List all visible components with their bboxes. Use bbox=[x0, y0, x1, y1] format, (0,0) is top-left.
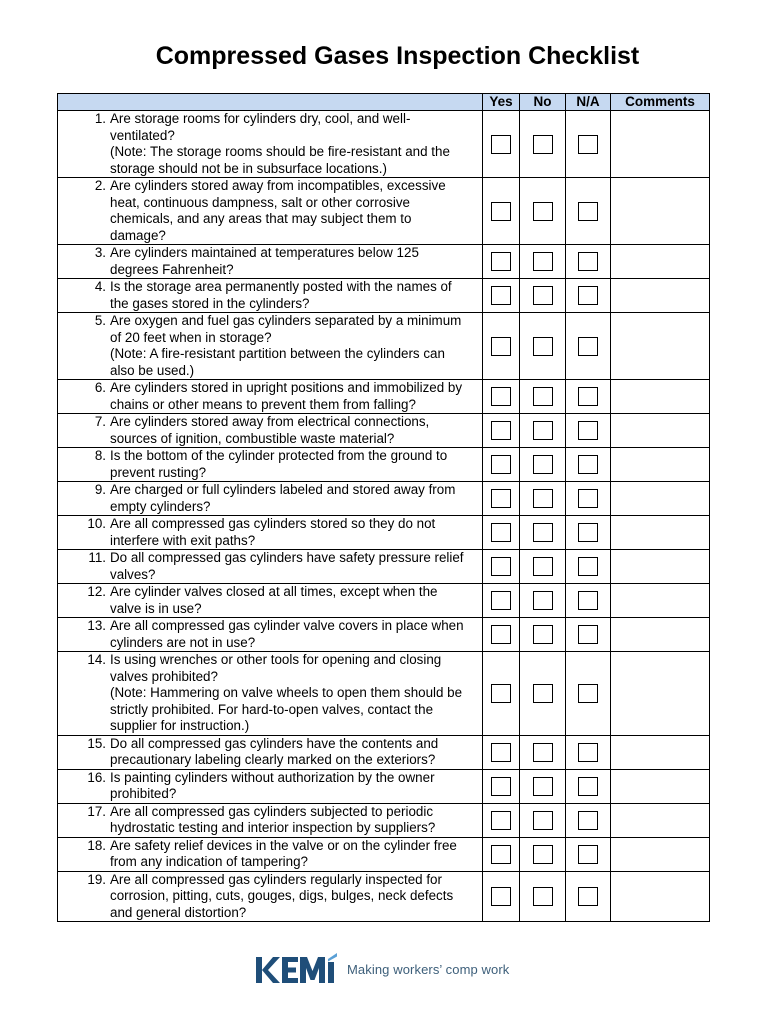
table-row bbox=[58, 871, 710, 922]
question-cell bbox=[58, 178, 483, 245]
yes-cell bbox=[483, 313, 520, 380]
question-number: 11. bbox=[88, 550, 106, 565]
yes-checkbox[interactable] bbox=[491, 337, 511, 356]
comments-cell[interactable] bbox=[611, 448, 710, 482]
table-row bbox=[58, 380, 710, 414]
no-checkbox[interactable] bbox=[533, 252, 553, 271]
na-cell bbox=[566, 837, 611, 871]
na-checkbox[interactable] bbox=[578, 489, 598, 508]
no-checkbox[interactable] bbox=[533, 887, 553, 906]
question-text-line: heat, continuous dampness, salt or other corrosive bbox=[110, 194, 410, 210]
question-text-line: Do all compressed gas cylinders have the contents and bbox=[110, 735, 439, 751]
question-text-line: Are cylinders stored away from incompatibles, excessive bbox=[110, 178, 446, 193]
yes-cell bbox=[483, 550, 520, 584]
yes-checkbox[interactable] bbox=[491, 625, 511, 644]
na-cell bbox=[566, 516, 611, 550]
question-text-line: cylinders are not in use? bbox=[110, 634, 256, 650]
question-text-line: Are charged or full cylinders labeled and stored away from bbox=[110, 482, 456, 497]
question-number: 4. bbox=[94, 279, 106, 294]
yes-checkbox[interactable] bbox=[491, 557, 511, 576]
no-checkbox[interactable] bbox=[533, 286, 553, 305]
yes-cell bbox=[483, 414, 520, 448]
yes-checkbox[interactable] bbox=[491, 743, 511, 762]
na-checkbox[interactable] bbox=[578, 811, 598, 830]
na-cell bbox=[566, 279, 611, 313]
question-text bbox=[110, 516, 482, 549]
yes-cell bbox=[483, 178, 520, 245]
comments-cell[interactable] bbox=[611, 178, 710, 245]
no-checkbox[interactable] bbox=[533, 523, 553, 542]
question-cell bbox=[58, 414, 483, 448]
table-row bbox=[58, 837, 710, 871]
question-text-line: hydrostatic testing and interior inspection by suppliers? bbox=[110, 820, 436, 835]
question-text-line: (Note: Hammering on valve wheels to open them should be bbox=[110, 685, 463, 700]
question-text-line: empty cylinders? bbox=[110, 498, 211, 514]
na-cell bbox=[566, 584, 611, 618]
yes-cell bbox=[483, 584, 520, 618]
comments-cell[interactable] bbox=[611, 871, 710, 922]
question-text-line: interfere with exit paths? bbox=[110, 532, 256, 548]
no-checkbox[interactable] bbox=[533, 387, 553, 406]
na-cell bbox=[566, 803, 611, 837]
question-number: 15. bbox=[87, 735, 106, 751]
question-cell bbox=[58, 584, 483, 618]
yes-checkbox[interactable] bbox=[491, 489, 511, 508]
na-cell bbox=[566, 380, 611, 414]
na-cell bbox=[566, 111, 611, 178]
no-cell bbox=[520, 482, 566, 516]
na-cell bbox=[566, 448, 611, 482]
question-number: 8. bbox=[94, 448, 106, 463]
question-number: 18. bbox=[87, 837, 106, 853]
yes-checkbox[interactable] bbox=[491, 455, 511, 474]
question-number: 12. bbox=[87, 584, 106, 599]
question-cell bbox=[58, 652, 483, 736]
question-text-line: Are all compressed gas cylinders stored so they do not bbox=[110, 516, 436, 531]
na-checkbox[interactable] bbox=[578, 135, 598, 154]
table-row bbox=[58, 245, 710, 279]
question-number: 1. bbox=[94, 111, 106, 126]
comments-cell[interactable] bbox=[611, 516, 710, 550]
yes-checkbox[interactable] bbox=[491, 684, 511, 703]
na-cell bbox=[566, 735, 611, 769]
question-text-line: chains or other means to prevent them from falling? bbox=[110, 396, 416, 412]
question-number: 6. bbox=[94, 380, 106, 395]
table-row bbox=[58, 178, 710, 245]
question-text-line: of 20 feet when in storage? bbox=[110, 329, 272, 345]
no-checkbox[interactable] bbox=[533, 135, 553, 154]
question-text-line: Do all compressed gas cylinders have safety pressure relief bbox=[110, 550, 464, 565]
comments-cell[interactable] bbox=[611, 769, 710, 803]
no-checkbox[interactable] bbox=[533, 557, 553, 576]
question-text-line: valves prohibited? bbox=[110, 668, 218, 684]
table-row bbox=[58, 584, 710, 618]
no-cell bbox=[520, 279, 566, 313]
yes-cell bbox=[483, 279, 520, 313]
yes-cell bbox=[483, 516, 520, 550]
na-checkbox[interactable] bbox=[578, 743, 598, 762]
no-cell bbox=[520, 837, 566, 871]
no-cell bbox=[520, 584, 566, 618]
question-text-line: supplier for instruction.) bbox=[110, 718, 250, 733]
no-checkbox[interactable] bbox=[533, 625, 553, 644]
na-cell bbox=[566, 178, 611, 245]
na-column-header: N/A bbox=[566, 94, 611, 111]
na-cell bbox=[566, 414, 611, 448]
question-cell bbox=[58, 313, 483, 380]
table-row bbox=[58, 516, 710, 550]
question-number: 14. bbox=[87, 652, 106, 667]
question-text-line: Is painting cylinders without authorization by the owner bbox=[110, 769, 435, 785]
question-text-line: Are cylinder valves closed at all times, except when the bbox=[110, 584, 438, 599]
na-cell bbox=[566, 871, 611, 922]
question-cell bbox=[58, 482, 483, 516]
no-cell bbox=[520, 769, 566, 803]
question-text-line: prohibited? bbox=[110, 786, 177, 801]
no-cell bbox=[520, 550, 566, 584]
table-row bbox=[58, 414, 710, 448]
question-text bbox=[110, 804, 482, 837]
question-text bbox=[110, 313, 482, 379]
na-cell bbox=[566, 652, 611, 736]
yes-cell bbox=[483, 482, 520, 516]
question-text-line: Is using wrenches or other tools for opening and closing bbox=[110, 652, 442, 667]
table-row bbox=[58, 448, 710, 482]
question-text-line: damage? bbox=[110, 227, 166, 243]
comments-cell[interactable] bbox=[611, 735, 710, 769]
comments-cell[interactable] bbox=[611, 584, 710, 618]
question-text bbox=[110, 178, 482, 244]
question-text-line: Are safety relief devices in the valve or on the cylinder free bbox=[110, 837, 457, 853]
na-checkbox[interactable] bbox=[578, 337, 598, 356]
table-row bbox=[58, 803, 710, 837]
no-cell bbox=[520, 735, 566, 769]
question-text bbox=[110, 838, 482, 871]
no-checkbox[interactable] bbox=[533, 489, 553, 508]
question-text-line: (Note: The storage rooms should be fire-resistant and the bbox=[110, 144, 450, 159]
yes-cell bbox=[483, 652, 520, 736]
question-cell bbox=[58, 516, 483, 550]
question-text bbox=[110, 279, 482, 312]
na-cell bbox=[566, 550, 611, 584]
yes-cell bbox=[483, 735, 520, 769]
question-text-line: Are all compressed gas cylinders regularly inspected for bbox=[110, 871, 442, 887]
question-text-line: Is the bottom of the cylinder protected from the ground to bbox=[110, 448, 448, 463]
na-checkbox[interactable] bbox=[578, 845, 598, 864]
table-row bbox=[58, 482, 710, 516]
comments-cell[interactable] bbox=[611, 111, 710, 178]
table-row bbox=[58, 735, 710, 769]
inspection-checklist-table bbox=[57, 93, 710, 922]
yes-checkbox[interactable] bbox=[491, 202, 511, 221]
question-text bbox=[110, 414, 482, 447]
comments-cell[interactable] bbox=[611, 279, 710, 313]
question-text-line: also be used.) bbox=[110, 362, 195, 378]
comments-cell[interactable] bbox=[611, 482, 710, 516]
yes-cell bbox=[483, 245, 520, 279]
question-cell bbox=[58, 618, 483, 652]
yes-checkbox[interactable] bbox=[491, 286, 511, 305]
no-checkbox[interactable] bbox=[533, 811, 553, 830]
question-text-line: storage should not be in subsurface locations.) bbox=[110, 160, 387, 176]
question-text bbox=[110, 482, 482, 515]
question-cell bbox=[58, 769, 483, 803]
no-checkbox[interactable] bbox=[533, 337, 553, 356]
table-row bbox=[58, 550, 710, 584]
question-text-line: Are cylinders stored away from electrical connections, bbox=[110, 414, 430, 429]
no-cell bbox=[520, 652, 566, 736]
question-text-line: and general distortion? bbox=[110, 904, 247, 920]
footer-tagline: Making workers’ comp work bbox=[347, 961, 510, 977]
yes-cell bbox=[483, 837, 520, 871]
na-checkbox[interactable] bbox=[578, 557, 598, 576]
question-text-line: Are cylinders stored in upright positions and immobilized by bbox=[110, 380, 463, 395]
question-text-line: strictly prohibited. For hard-to-open valves, contact the bbox=[110, 701, 434, 717]
comments-cell[interactable] bbox=[611, 803, 710, 837]
table-row bbox=[58, 618, 710, 652]
question-number: 7. bbox=[94, 414, 106, 429]
question-cell bbox=[58, 803, 483, 837]
question-cell bbox=[58, 837, 483, 871]
question-column-header bbox=[58, 94, 483, 111]
table-row bbox=[58, 313, 710, 380]
question-number: 17. bbox=[87, 803, 106, 819]
na-cell bbox=[566, 769, 611, 803]
na-cell bbox=[566, 245, 611, 279]
question-text-line: from any indication of tampering? bbox=[110, 854, 308, 869]
no-checkbox[interactable] bbox=[533, 421, 553, 440]
question-text bbox=[110, 770, 482, 803]
yes-column-header: Yes bbox=[483, 94, 520, 111]
na-cell bbox=[566, 618, 611, 652]
question-cell bbox=[58, 448, 483, 482]
no-cell bbox=[520, 871, 566, 922]
question-text-line: Are all compressed gas cylinder valve covers in place when bbox=[110, 618, 464, 633]
yes-cell bbox=[483, 618, 520, 652]
page-title: Compressed Gases Inspection Checklist bbox=[155, 42, 640, 70]
question-text-line: precautionary labeling clearly marked on the exteriors? bbox=[110, 752, 436, 767]
no-cell bbox=[520, 380, 566, 414]
question-text-line: Are oxygen and fuel gas cylinders separated by a minimum bbox=[110, 313, 462, 328]
comments-cell[interactable] bbox=[611, 414, 710, 448]
yes-checkbox[interactable] bbox=[491, 811, 511, 830]
question-number: 16. bbox=[87, 769, 106, 785]
comments-cell[interactable] bbox=[611, 380, 710, 414]
yes-checkbox[interactable] bbox=[491, 252, 511, 271]
question-text bbox=[110, 245, 482, 278]
no-checkbox[interactable] bbox=[533, 591, 553, 610]
no-cell bbox=[520, 414, 566, 448]
na-checkbox[interactable] bbox=[578, 777, 598, 796]
no-cell bbox=[520, 111, 566, 178]
question-text bbox=[110, 550, 482, 583]
question-number: 19. bbox=[87, 871, 106, 887]
no-column-header: No bbox=[520, 94, 566, 111]
question-text bbox=[110, 111, 482, 177]
na-checkbox[interactable] bbox=[578, 684, 598, 703]
question-text-line: Is the storage area permanently posted with the names of bbox=[110, 279, 452, 294]
no-checkbox[interactable] bbox=[533, 684, 553, 703]
no-checkbox[interactable] bbox=[533, 845, 553, 864]
no-checkbox[interactable] bbox=[533, 455, 553, 474]
yes-checkbox[interactable] bbox=[491, 523, 511, 542]
question-text-line: chemicals, and any areas that may subject them to bbox=[110, 211, 412, 226]
question-text-line: sources of ignition, combustible waste material? bbox=[110, 430, 395, 446]
no-cell bbox=[520, 618, 566, 652]
comments-cell[interactable] bbox=[611, 837, 710, 871]
yes-checkbox[interactable] bbox=[491, 845, 511, 864]
no-cell bbox=[520, 178, 566, 245]
question-text-line: Are all compressed gas cylinders subjected to periodic bbox=[110, 803, 434, 819]
question-text-line: the gases stored in the cylinders? bbox=[110, 295, 310, 311]
comments-cell[interactable] bbox=[611, 313, 710, 380]
question-text-line: Are storage rooms for cylinders dry, cool, and well- bbox=[110, 111, 411, 126]
question-number: 2. bbox=[94, 178, 106, 193]
na-cell bbox=[566, 482, 611, 516]
question-cell bbox=[58, 111, 483, 178]
yes-cell bbox=[483, 769, 520, 803]
no-cell bbox=[520, 803, 566, 837]
question-text-line: corrosion, pitting, cuts, gouges, digs, bulges, neck defects bbox=[110, 888, 454, 903]
no-cell bbox=[520, 448, 566, 482]
question-cell bbox=[58, 380, 483, 414]
yes-cell bbox=[483, 448, 520, 482]
na-checkbox[interactable] bbox=[578, 387, 598, 406]
yes-cell bbox=[483, 380, 520, 414]
na-checkbox[interactable] bbox=[578, 455, 598, 474]
footer bbox=[255, 953, 509, 985]
table-row bbox=[58, 111, 710, 178]
question-number: 10. bbox=[87, 516, 106, 531]
question-text-line: (Note: A fire-resistant partition between the cylinders can bbox=[110, 346, 445, 361]
kemi-logo bbox=[255, 953, 337, 985]
no-checkbox[interactable] bbox=[533, 743, 553, 762]
question-cell bbox=[58, 245, 483, 279]
question-text-line: valves? bbox=[110, 566, 156, 582]
table-row bbox=[58, 652, 710, 736]
question-cell bbox=[58, 871, 483, 922]
na-checkbox[interactable] bbox=[578, 286, 598, 305]
yes-checkbox[interactable] bbox=[491, 591, 511, 610]
question-text bbox=[110, 380, 482, 413]
comments-cell[interactable] bbox=[611, 618, 710, 652]
question-text bbox=[110, 736, 482, 769]
no-cell bbox=[520, 313, 566, 380]
question-text bbox=[110, 618, 482, 651]
yes-checkbox[interactable] bbox=[491, 777, 511, 796]
yes-cell bbox=[483, 111, 520, 178]
question-number: 5. bbox=[94, 313, 106, 328]
yes-checkbox[interactable] bbox=[491, 387, 511, 406]
question-text-line: degrees Fahrenheit? bbox=[110, 261, 234, 277]
no-checkbox[interactable] bbox=[533, 777, 553, 796]
question-text-line: ventilated? bbox=[110, 127, 175, 143]
question-text bbox=[110, 584, 482, 617]
question-text bbox=[110, 448, 482, 481]
question-text-line: Are cylinders maintained at temperatures below 125 bbox=[110, 245, 419, 260]
yes-cell bbox=[483, 871, 520, 922]
yes-checkbox[interactable] bbox=[491, 135, 511, 154]
comments-cell[interactable] bbox=[611, 245, 710, 279]
question-text bbox=[110, 872, 482, 922]
table-row bbox=[58, 769, 710, 803]
no-cell bbox=[520, 245, 566, 279]
no-cell bbox=[520, 516, 566, 550]
table-row bbox=[58, 279, 710, 313]
question-number: 13. bbox=[87, 618, 106, 633]
yes-checkbox[interactable] bbox=[491, 887, 511, 906]
na-checkbox[interactable] bbox=[578, 591, 598, 610]
na-checkbox[interactable] bbox=[578, 252, 598, 271]
na-checkbox[interactable] bbox=[578, 202, 598, 221]
question-number: 9. bbox=[94, 482, 106, 497]
question-text-line: prevent rusting? bbox=[110, 464, 207, 480]
yes-checkbox[interactable] bbox=[491, 421, 511, 440]
question-cell bbox=[58, 550, 483, 584]
na-cell bbox=[566, 313, 611, 380]
yes-cell bbox=[483, 803, 520, 837]
question-text bbox=[110, 652, 482, 735]
comments-cell[interactable] bbox=[611, 550, 710, 584]
na-checkbox[interactable] bbox=[578, 887, 598, 906]
question-text-line: valve is in use? bbox=[110, 600, 202, 616]
question-cell bbox=[58, 279, 483, 313]
comments-cell[interactable] bbox=[611, 652, 710, 736]
comments-column-header: Comments bbox=[611, 94, 710, 111]
na-checkbox[interactable] bbox=[578, 421, 598, 440]
question-number: 3. bbox=[94, 245, 106, 260]
na-checkbox[interactable] bbox=[578, 523, 598, 542]
question-cell bbox=[58, 735, 483, 769]
table-header-row bbox=[58, 94, 710, 111]
no-checkbox[interactable] bbox=[533, 202, 553, 221]
na-checkbox[interactable] bbox=[578, 625, 598, 644]
